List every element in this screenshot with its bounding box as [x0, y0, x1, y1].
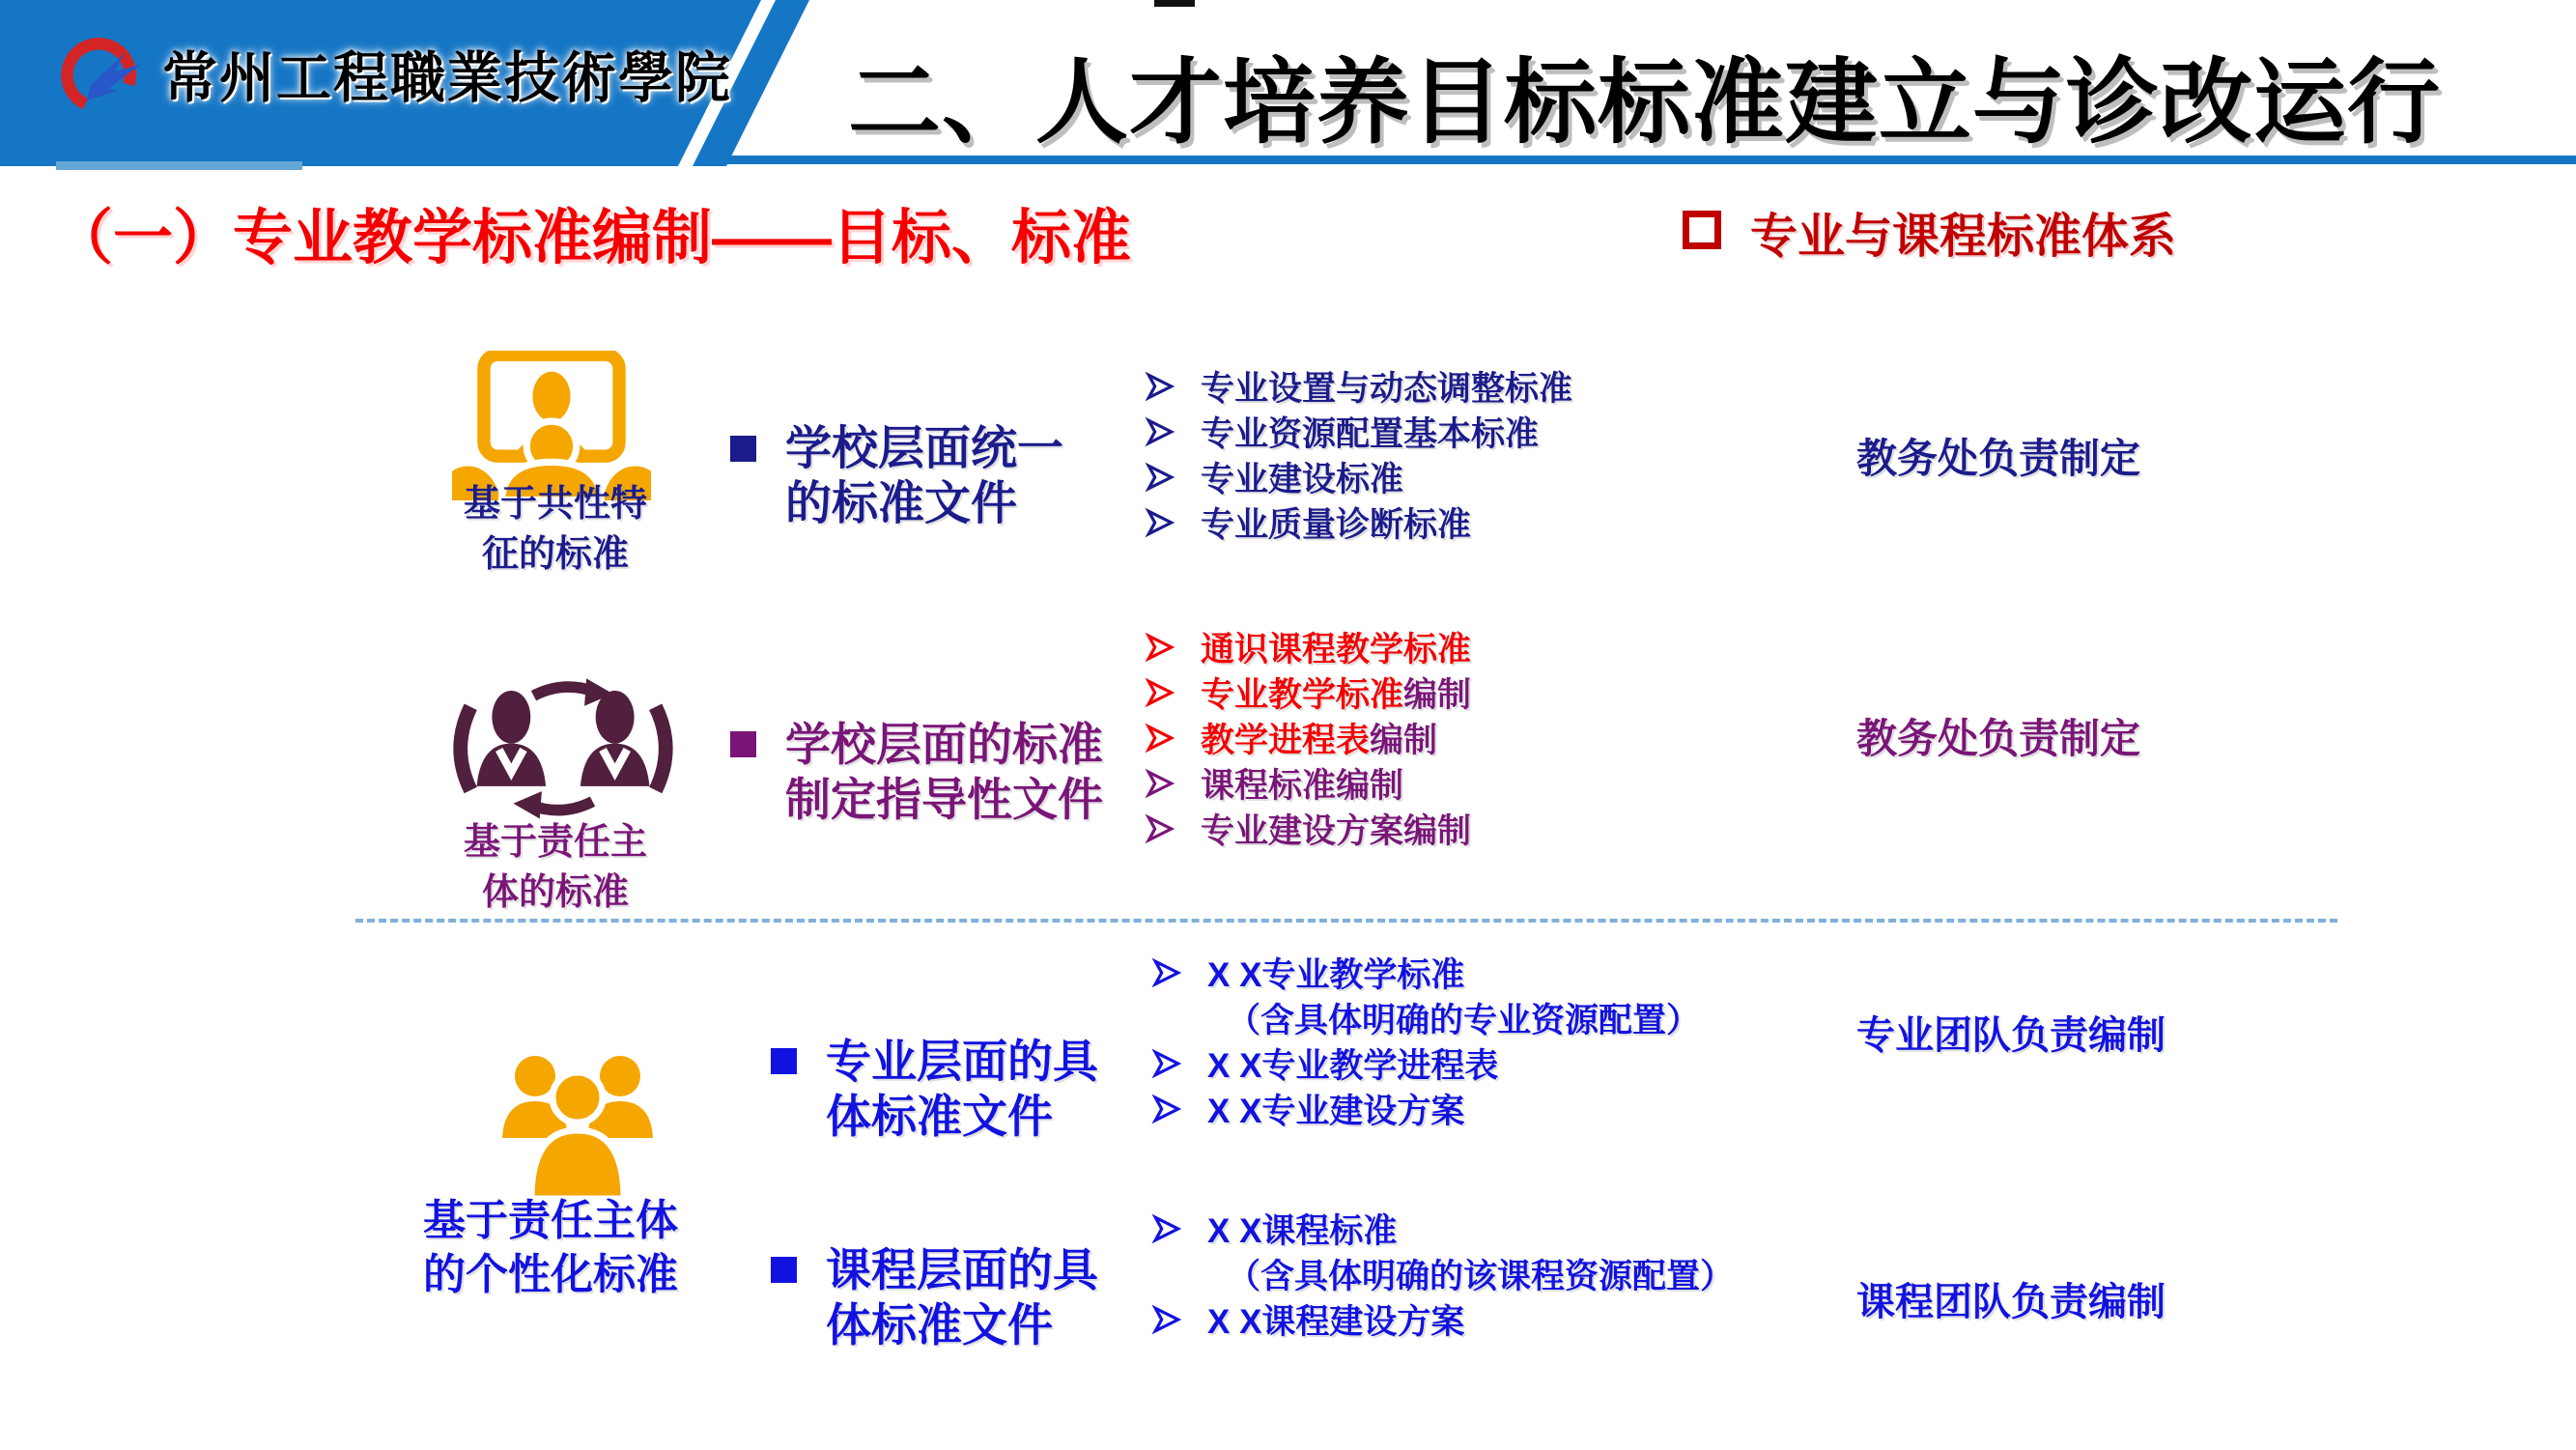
row3b-standards-list [1151, 1206, 1734, 1342]
row3-category-line2: 的个性化标准 [423, 1251, 678, 1298]
people-group-icon [481, 1039, 674, 1200]
row3-category-label [377, 1194, 724, 1302]
square-bullet-icon [771, 1257, 797, 1283]
row3a-heading [771, 1034, 1098, 1144]
arrow-bullet-icon [1145, 415, 1175, 448]
school-emblem-icon [56, 27, 149, 120]
list-item-continuation: （含具体明确的该课程资源配置） [1227, 1257, 1735, 1295]
top-notch-decoration [1154, 0, 1195, 7]
arrow-bullet-icon [1145, 812, 1175, 845]
row1-owner-label: 教务处负责制定 [1856, 436, 2141, 481]
row1-category-line2: 征的标准 [481, 534, 629, 575]
row2-owner-label: 教务处负责制定 [1856, 716, 2141, 761]
list-item: 专业建设标准 [1145, 454, 1572, 499]
square-bullet-icon [730, 436, 756, 462]
arrow-bullet-icon [1151, 1303, 1182, 1336]
square-bullet-icon [771, 1048, 797, 1074]
person-at-screen-icon [452, 351, 651, 498]
row3a-heading-line1: 专业层面的具 [826, 1036, 1098, 1087]
arrow-bullet-icon [1145, 676, 1175, 709]
arrow-bullet-icon [1145, 722, 1175, 754]
arrow-bullet-icon [1145, 631, 1175, 664]
row3a-heading-line2: 体标准文件 [826, 1091, 1053, 1142]
square-bullet-icon [730, 731, 756, 757]
row1-category-line1: 基于共性特 [463, 484, 647, 525]
section-heading-left: （一）专业教学标准编制——目标、标准 [53, 205, 1132, 271]
arrow-bullet-icon [1151, 1212, 1182, 1245]
arrow-bullet-icon [1145, 506, 1175, 539]
row3b-heading-line2: 体标准文件 [826, 1299, 1053, 1350]
list-item: X X专业教学进程表 [1151, 1040, 1700, 1086]
list-item: X X课程标准 [1151, 1206, 1734, 1251]
row1-category-label [406, 479, 705, 580]
arrow-bullet-icon [1151, 956, 1182, 989]
row2-standards-list [1145, 624, 1471, 851]
dashed-divider [355, 919, 2337, 923]
list-item: X X专业教学标准 [1151, 950, 1700, 995]
row3b-heading-line1: 课程层面的具 [826, 1244, 1098, 1295]
list-item: 教学进程表 编制 [1145, 715, 1471, 760]
row2-heading-line1: 学校层面的标准 [785, 719, 1103, 770]
row1-heading-line2: 的标准文件 [785, 478, 1018, 529]
school-logo [56, 27, 732, 120]
arrow-bullet-icon [1145, 461, 1175, 494]
list-item: X X课程建设方案 [1151, 1296, 1734, 1342]
row1-standards-list [1145, 363, 1572, 545]
row2-category-line1: 基于责任主 [463, 822, 647, 863]
arrow-bullet-icon [1145, 767, 1175, 800]
section-heading-right-label: 专业与课程标准体系 [1750, 211, 2177, 263]
row3a-owner-label: 专业团队负责编制 [1856, 1014, 2166, 1057]
row2-category-label [406, 817, 705, 918]
list-item-continuation: （含具体明确的专业资源配置） [1227, 1001, 1701, 1039]
list-item: 课程标准编制 [1145, 760, 1471, 806]
page-title: 二、人才培养目标标准建立与诊改运行 [848, 51, 2441, 155]
list-item: 专业建设方案编制 [1145, 806, 1471, 851]
list-item: 专业资源配置基本标准 [1145, 409, 1572, 454]
row3b-owner-label: 课程团队负责编制 [1856, 1281, 2166, 1323]
row1-heading [730, 421, 1063, 531]
hollow-square-bullet-icon [1683, 211, 1721, 249]
arrow-bullet-icon [1151, 1047, 1182, 1080]
people-exchange-icon [446, 672, 680, 819]
list-item: 通识课程教学标准 [1145, 624, 1471, 669]
row2-category-line2: 体的标准 [481, 872, 629, 913]
list-item: 专业质量诊断标准 [1145, 499, 1572, 545]
arrow-bullet-icon [1145, 370, 1175, 403]
list-item: X X专业建设方案 [1151, 1086, 1700, 1131]
row2-heading-line2: 制定指导性文件 [785, 774, 1103, 825]
section-heading-right [1683, 199, 2176, 267]
row3-category-line1: 基于责任主体 [423, 1197, 678, 1244]
row2-heading [730, 717, 1103, 827]
list-item: 专业设置与动态调整标准 [1145, 363, 1572, 409]
header-banner-edge [56, 161, 302, 170]
list-item: 专业教学标准 编制 [1145, 669, 1471, 715]
row3b-heading [771, 1242, 1098, 1352]
arrow-bullet-icon [1151, 1093, 1182, 1125]
school-name: 常州工程職業技術學院 [162, 45, 732, 110]
row1-heading-line1: 学校层面统一 [785, 423, 1064, 474]
row3a-standards-list [1151, 950, 1700, 1131]
